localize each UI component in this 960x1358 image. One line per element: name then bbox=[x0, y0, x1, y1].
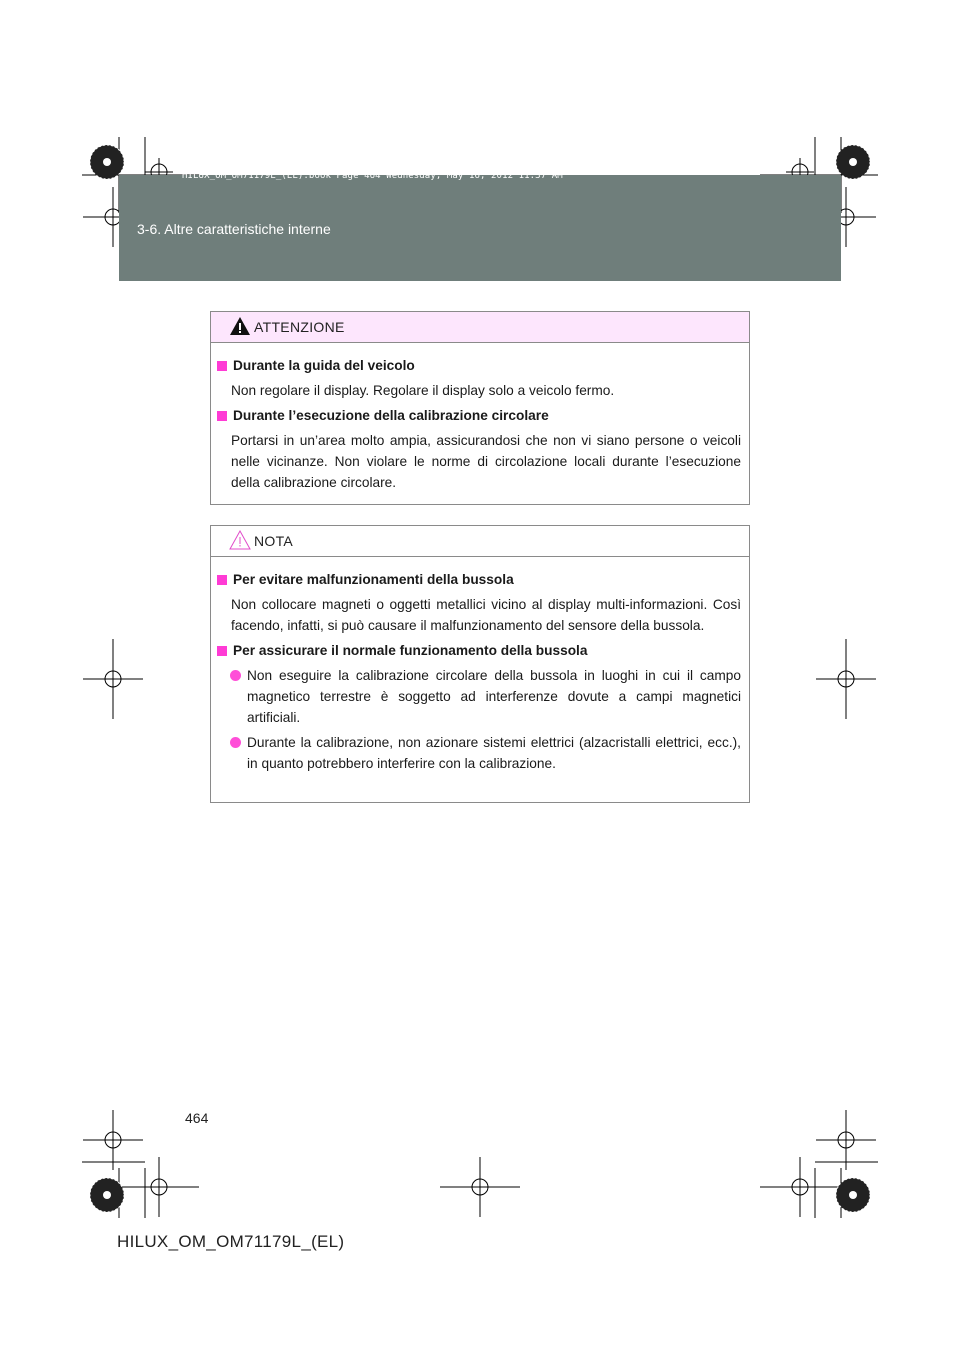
round-bullet-icon bbox=[230, 737, 241, 748]
note-box-header bbox=[211, 526, 749, 557]
square-bullet-icon bbox=[217, 411, 227, 421]
warning-box bbox=[210, 311, 750, 505]
warning-triangle-icon bbox=[229, 316, 251, 336]
section-title: 3-6. Altre caratteristiche interne bbox=[137, 221, 331, 237]
note-item-text: Non collocare magneti o oggetti metallici vicino al display multi-informazioni. Così facendo, infatti, si può causare il malfunzionamento del sensore della bussola. bbox=[231, 597, 741, 633]
page-number: 464 bbox=[185, 1110, 209, 1126]
note-item-title: Per assicurare il normale funzionamento della bussola bbox=[217, 640, 741, 661]
round-bullet-icon bbox=[230, 670, 241, 681]
square-bullet-icon bbox=[217, 575, 227, 585]
warning-item-text: Portarsi in un’area molto ampia, assicurandosi che non vi siano persone o veicoli nelle vicinanze. Non violare le norme di circolazione locali durante l’esecuzione della calibrazione circolare. bbox=[231, 433, 741, 490]
document-code: HILUX_OM_OM71179L_(EL) bbox=[117, 1232, 345, 1251]
note-item-title: Per evitare malfunzionamenti della bussola bbox=[217, 569, 741, 590]
warning-item-title: Durante la guida del veicolo bbox=[217, 355, 741, 376]
note-label: NOTA bbox=[254, 533, 294, 549]
warning-label: ATTENZIONE bbox=[254, 319, 345, 335]
caution-triangle-icon bbox=[229, 530, 251, 550]
print-stamp: HILUX_OM_OM71179L_(EL).book Page 464 Wednesday, May 16, 2012 11:37 AM bbox=[182, 171, 563, 181]
note-box bbox=[210, 525, 750, 803]
note-bullet: Non eseguire la calibrazione circolare della bussola in luoghi in cui il campo magnetico terrestre è soggetto ad interferenze dovute a campi magnetici artificiali. bbox=[217, 665, 741, 728]
square-bullet-icon bbox=[217, 646, 227, 656]
warning-box-header bbox=[211, 312, 749, 343]
warning-item-title: Durante l’esecuzione della calibrazione circolare bbox=[217, 405, 741, 426]
square-bullet-icon bbox=[217, 361, 227, 371]
note-bullet: Durante la calibrazione, non azionare sistemi elettrici (alzacristalli elettrici, ecc.), in quanto potrebbero interferire con la calibrazione. bbox=[217, 732, 741, 774]
warning-item-text: Non regolare il display. Regolare il display solo a veicolo fermo. bbox=[231, 383, 615, 398]
